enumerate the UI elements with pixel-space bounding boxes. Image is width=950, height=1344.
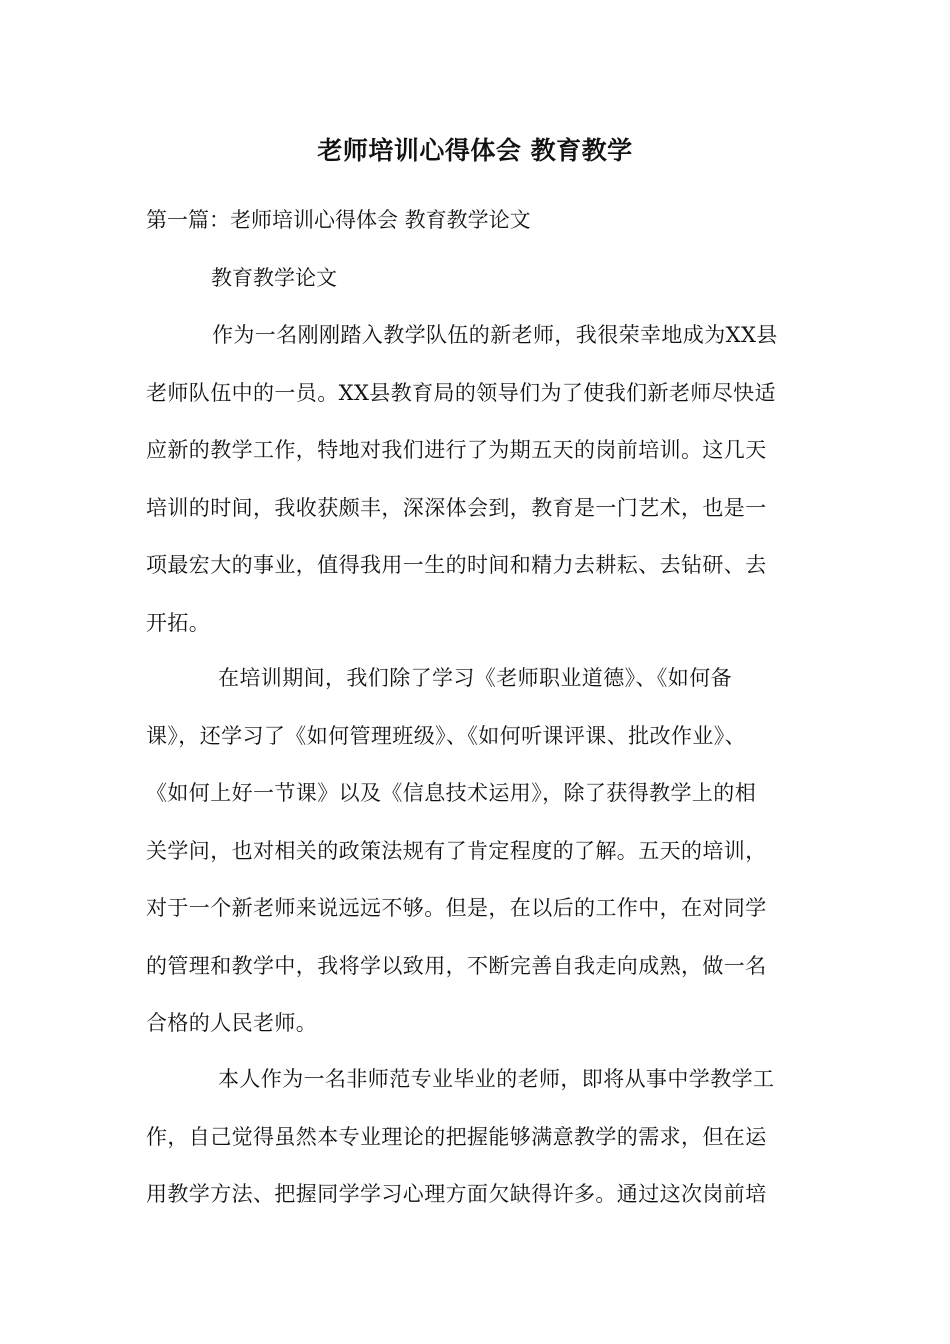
paragraph-line: 开拓。 (146, 610, 211, 635)
paragraph-line: 用教学方法、把握同学学习心理方面欠缺得许多。通过这次岗前培 (146, 1182, 767, 1206)
section-heading: 第一篇：老师培训心得体会 教育教学论文 (146, 208, 531, 232)
paragraph-line: 项最宏大的事业，值得我用一生的时间和精力去耕耘、去钻研、去 (146, 553, 767, 577)
paragraph-line: 老师队伍中的一员。XX县教育局的领导们为了使我们新老师尽快适 (146, 380, 776, 405)
paragraph-line: 课》，还学习了《如何管理班级》、《如何听课评课、批改作业》、 (146, 723, 746, 748)
sub-heading: 教育教学论文 (211, 266, 337, 290)
paragraph-line: 应新的教学工作，特地对我们进行了为期五天的岗前培训。这几天 (146, 438, 767, 462)
paragraph-3 (146, 1063, 774, 1236)
paragraph-line: 在培训期间，我们除了学习《老师职业道德》、《如何备 (218, 666, 732, 690)
paragraph-line: 的管理和教学中，我将学以致用，不断完善自我走向成熟，做一名 (146, 953, 767, 978)
paragraph-line: 作，自己觉得虽然本专业理论的把握能够满意教学的需求，但在运 (146, 1124, 767, 1149)
paragraph-line: 合格的人民老师。 (146, 1011, 318, 1035)
paragraph-line: 本人作为一名非师范专业毕业的老师，即将从事中学教学工 (218, 1067, 775, 1091)
document-title: 老师培训心得体会 教育教学 (317, 136, 633, 165)
paragraph-2 (146, 662, 767, 1065)
paragraph-line: 培训的时间，我收获颇丰，深深体会到，教育是一门艺术，也是一 (146, 495, 767, 520)
paragraph-line: 《如何上好一节课》以及《信息技术运用》，除了获得教学上的相 (146, 781, 757, 805)
paragraph-line: 关学问，也对相关的政策法规有了肯定程度的了解。五天的培训， (146, 838, 767, 863)
paragraph-line: 作为一名刚刚踏入教学队伍的新老师，我很荣幸地成为XX县 (212, 323, 778, 347)
paragraph-1 (146, 319, 778, 664)
paragraph-line: 对于一个新老师来说远远不够。但是，在以后的工作中，在对同学 (146, 896, 767, 920)
